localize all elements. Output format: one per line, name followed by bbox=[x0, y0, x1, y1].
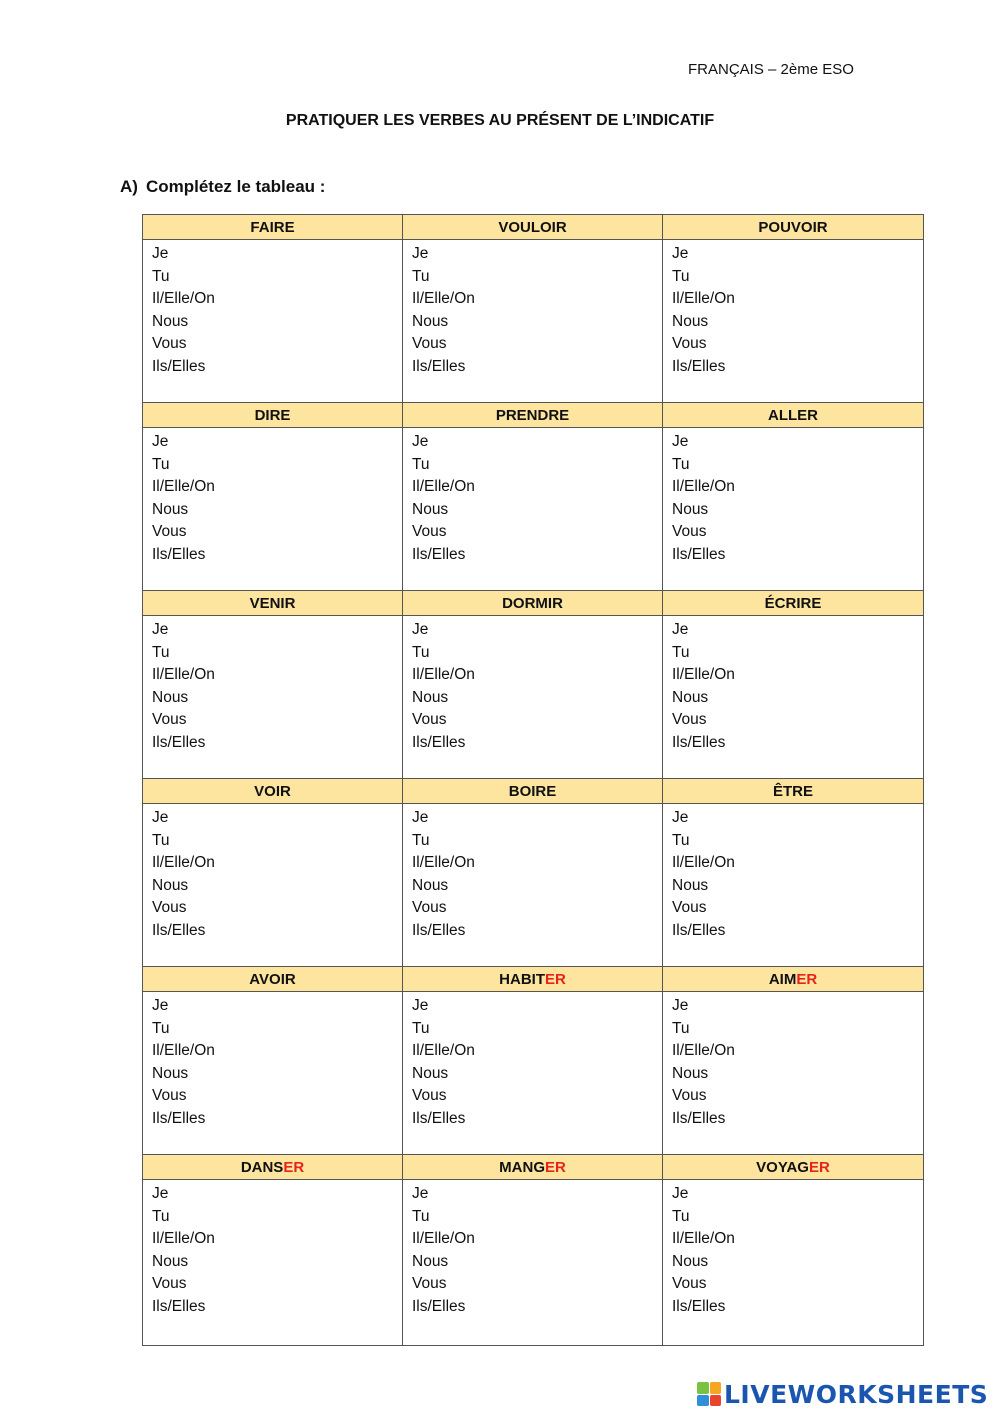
pronoun-label: Je bbox=[672, 245, 689, 262]
verb-header-row bbox=[143, 215, 924, 240]
pronoun-label: Vous bbox=[152, 523, 187, 540]
conjugation-cell[interactable] bbox=[663, 240, 924, 403]
pronoun-label: Il/Elle/On bbox=[672, 478, 735, 495]
pronoun-label: Nous bbox=[672, 312, 709, 330]
pronoun-label: Ils/Elles bbox=[412, 733, 466, 751]
verb-ending: ER bbox=[544, 1158, 566, 1176]
pronoun-label: Tu bbox=[412, 1019, 430, 1037]
verb-stem: DORMIR bbox=[502, 594, 563, 612]
verb-header bbox=[403, 215, 663, 240]
pronoun-label: Vous bbox=[672, 1087, 707, 1104]
pronoun-label: Tu bbox=[152, 267, 170, 285]
conjugation-cell[interactable] bbox=[663, 428, 924, 591]
pronoun-label: Il/Elle/On bbox=[412, 854, 475, 871]
verb-stem: DANS bbox=[240, 1158, 284, 1176]
pronoun-label: Tu bbox=[412, 455, 430, 473]
conjugation-cell[interactable] bbox=[663, 804, 924, 967]
verb-stem: ÉCRIRE bbox=[764, 594, 822, 612]
pronoun-label: Je bbox=[672, 997, 689, 1014]
pronoun-label: Nous bbox=[412, 1252, 449, 1270]
verb-stem: BOIRE bbox=[508, 782, 557, 800]
pronoun-label: Il/Elle/On bbox=[672, 1230, 735, 1247]
pronoun-label: Vous bbox=[672, 711, 707, 728]
pronoun-label: Nous bbox=[412, 1064, 449, 1082]
conjugation-cell[interactable] bbox=[403, 992, 663, 1155]
section-letter: A) bbox=[120, 177, 138, 196]
pronoun-label: Vous bbox=[672, 335, 707, 352]
conjugation-row bbox=[143, 992, 924, 1155]
conjugation-table bbox=[142, 214, 924, 1346]
pronoun-label: Tu bbox=[152, 1207, 170, 1225]
pronoun-label: Ils/Elles bbox=[412, 357, 466, 375]
pronoun-label: Il/Elle/On bbox=[152, 854, 215, 871]
pronoun-label: Tu bbox=[672, 1207, 690, 1225]
logo-text: LIVEWORKSHEETS bbox=[724, 1379, 989, 1409]
pronoun-label: Il/Elle/On bbox=[412, 290, 475, 307]
verb-stem: VENIR bbox=[249, 594, 296, 612]
conjugation-row bbox=[143, 616, 924, 779]
pronoun-label: Il/Elle/On bbox=[152, 1230, 215, 1247]
pronoun-label: Tu bbox=[412, 1207, 430, 1225]
pronoun-label: Tu bbox=[152, 831, 170, 849]
pronoun-label: Je bbox=[152, 433, 169, 450]
pronoun-label: Il/Elle/On bbox=[152, 478, 215, 495]
pronoun-label: Ils/Elles bbox=[412, 545, 466, 563]
pronoun-label: Je bbox=[412, 1185, 429, 1202]
verb-stem: AIM bbox=[768, 970, 797, 988]
pronoun-label: Il/Elle/On bbox=[152, 666, 215, 683]
pronoun-label: Il/Elle/On bbox=[152, 1042, 215, 1059]
verb-header bbox=[143, 403, 403, 428]
pronoun-label: Tu bbox=[152, 643, 170, 661]
header-subject: FRANÇAIS – 2ème ESO bbox=[688, 61, 854, 78]
pronoun-label: Il/Elle/On bbox=[672, 666, 735, 683]
pronoun-label: Nous bbox=[672, 688, 709, 706]
pronoun-label: Vous bbox=[152, 1087, 187, 1104]
pronoun-label: Ils/Elles bbox=[672, 357, 726, 375]
pronoun-label: Nous bbox=[412, 876, 449, 894]
pronoun-label: Je bbox=[152, 809, 169, 826]
pronoun-label: Il/Elle/On bbox=[412, 1230, 475, 1247]
conjugation-cell[interactable] bbox=[143, 616, 403, 779]
pronoun-label: Nous bbox=[152, 688, 189, 706]
verb-ending: ER bbox=[808, 1158, 830, 1176]
pronoun-label: Vous bbox=[412, 899, 447, 916]
pronoun-label: Nous bbox=[672, 876, 709, 894]
verb-ending: ER bbox=[283, 1158, 305, 1176]
verb-header-row bbox=[143, 403, 924, 428]
pronoun-label: Ils/Elles bbox=[672, 733, 726, 751]
verb-stem: PRENDRE bbox=[495, 406, 570, 424]
pronoun-label: Je bbox=[152, 997, 169, 1014]
pronoun-label: Ils/Elles bbox=[672, 921, 726, 939]
pronoun-label: Nous bbox=[412, 500, 449, 518]
verb-header-row bbox=[143, 591, 924, 616]
verb-header bbox=[663, 403, 924, 428]
liveworksheets-blocks-icon bbox=[697, 1382, 721, 1406]
verb-stem: AVOIR bbox=[249, 970, 296, 988]
pronoun-label: Vous bbox=[412, 1275, 447, 1292]
verb-stem: FAIRE bbox=[250, 218, 295, 236]
pronoun-label: Vous bbox=[412, 711, 447, 728]
conjugation-cell[interactable] bbox=[143, 1180, 403, 1346]
verb-header bbox=[663, 591, 924, 616]
pronoun-label: Je bbox=[672, 809, 689, 826]
conjugation-cell[interactable] bbox=[143, 804, 403, 967]
verb-ending: ER bbox=[796, 970, 818, 988]
pronoun-label: Nous bbox=[412, 312, 449, 330]
conjugation-row bbox=[143, 240, 924, 403]
conjugation-cell[interactable] bbox=[143, 240, 403, 403]
pronoun-label: Vous bbox=[152, 1275, 187, 1292]
pronoun-label: Ils/Elles bbox=[672, 1109, 726, 1127]
pronoun-label: Nous bbox=[412, 688, 449, 706]
pronoun-label: Vous bbox=[152, 899, 187, 916]
conjugation-row bbox=[143, 1180, 924, 1346]
pronoun-label: Tu bbox=[152, 1019, 170, 1037]
pronoun-label: Il/Elle/On bbox=[412, 1042, 475, 1059]
conjugation-cell[interactable] bbox=[403, 240, 663, 403]
conjugation-cell[interactable] bbox=[403, 804, 663, 967]
pronoun-label: Je bbox=[412, 621, 429, 638]
pronoun-label: Ils/Elles bbox=[152, 545, 206, 563]
pronoun-label: Nous bbox=[152, 876, 189, 894]
pronoun-label: Tu bbox=[152, 455, 170, 473]
pronoun-label: Vous bbox=[412, 1087, 447, 1104]
pronoun-label: Vous bbox=[152, 711, 187, 728]
verb-header-row bbox=[143, 779, 924, 804]
pronoun-label: Vous bbox=[672, 899, 707, 916]
verb-header bbox=[663, 1155, 924, 1180]
pronoun-label: Tu bbox=[672, 455, 690, 473]
pronoun-label: Je bbox=[152, 1185, 169, 1202]
pronoun-label: Vous bbox=[152, 335, 187, 352]
pronoun-label: Ils/Elles bbox=[152, 921, 206, 939]
pronoun-label: Tu bbox=[412, 831, 430, 849]
pronoun-label: Ils/Elles bbox=[412, 1297, 466, 1315]
verb-header bbox=[143, 967, 403, 992]
pronoun-label: Ils/Elles bbox=[672, 1297, 726, 1315]
pronoun-label: Ils/Elles bbox=[152, 1297, 206, 1315]
conjugation-row bbox=[143, 428, 924, 591]
verb-ending: ER bbox=[544, 970, 566, 988]
liveworksheets-logo bbox=[697, 1380, 988, 1408]
pronoun-label: Je bbox=[412, 809, 429, 826]
verb-header bbox=[143, 779, 403, 804]
pronoun-label: Tu bbox=[412, 267, 430, 285]
verb-header bbox=[663, 779, 924, 804]
verb-header bbox=[663, 967, 924, 992]
section-heading bbox=[120, 177, 325, 197]
verb-header bbox=[403, 779, 663, 804]
verb-stem: ALLER bbox=[768, 406, 818, 424]
conjugation-cell[interactable] bbox=[403, 1180, 663, 1346]
verb-header-row bbox=[143, 967, 924, 992]
pronoun-label: Tu bbox=[672, 1019, 690, 1037]
conjugation-cell[interactable] bbox=[663, 1180, 924, 1346]
pronoun-label: Il/Elle/On bbox=[672, 854, 735, 871]
conjugation-cell[interactable] bbox=[663, 992, 924, 1155]
pronoun-label: Je bbox=[152, 245, 169, 262]
pronoun-label: Il/Elle/On bbox=[412, 478, 475, 495]
pronoun-label: Je bbox=[672, 621, 689, 638]
verb-header bbox=[143, 215, 403, 240]
conjugation-cell[interactable] bbox=[143, 428, 403, 591]
verb-header bbox=[663, 215, 924, 240]
pronoun-label: Je bbox=[672, 1185, 689, 1202]
verb-header bbox=[403, 591, 663, 616]
pronoun-label: Vous bbox=[412, 335, 447, 352]
pronoun-label: Il/Elle/On bbox=[672, 290, 735, 307]
pronoun-label: Ils/Elles bbox=[412, 921, 466, 939]
pronoun-label: Nous bbox=[672, 500, 709, 518]
conjugation-cell[interactable] bbox=[403, 616, 663, 779]
pronoun-label: Je bbox=[152, 621, 169, 638]
verb-stem: POUVOIR bbox=[758, 218, 828, 236]
pronoun-label: Ils/Elles bbox=[152, 733, 206, 751]
pronoun-label: Nous bbox=[672, 1252, 709, 1270]
conjugation-row bbox=[143, 804, 924, 967]
verb-stem: VOULOIR bbox=[498, 218, 567, 236]
pronoun-label: Nous bbox=[152, 312, 189, 330]
verb-header bbox=[403, 967, 663, 992]
pronoun-label: Ils/Elles bbox=[152, 357, 206, 375]
pronoun-label: Nous bbox=[152, 1064, 189, 1082]
pronoun-label: Je bbox=[412, 433, 429, 450]
pronoun-label: Il/Elle/On bbox=[152, 290, 215, 307]
verb-header bbox=[403, 403, 663, 428]
verb-stem: VOYAG bbox=[756, 1158, 809, 1176]
pronoun-label: Tu bbox=[672, 831, 690, 849]
pronoun-label: Tu bbox=[672, 643, 690, 661]
pronoun-label: Vous bbox=[672, 523, 707, 540]
verb-stem: ÊTRE bbox=[772, 782, 813, 800]
verb-stem: VOIR bbox=[254, 782, 291, 800]
pronoun-label: Tu bbox=[412, 643, 430, 661]
pronoun-label: Il/Elle/On bbox=[672, 1042, 735, 1059]
pronoun-label: Nous bbox=[672, 1064, 709, 1082]
verb-header bbox=[143, 1155, 403, 1180]
pronoun-label: Vous bbox=[412, 523, 447, 540]
pronoun-label: Nous bbox=[152, 1252, 189, 1270]
pronoun-label: Je bbox=[672, 433, 689, 450]
pronoun-label: Nous bbox=[152, 500, 189, 518]
conjugation-cell[interactable] bbox=[403, 428, 663, 591]
verb-header bbox=[143, 591, 403, 616]
pronoun-label: Ils/Elles bbox=[672, 545, 726, 563]
pronoun-label: Ils/Elles bbox=[152, 1109, 206, 1127]
verb-stem: MANG bbox=[499, 1158, 545, 1176]
conjugation-cell[interactable] bbox=[663, 616, 924, 779]
pronoun-label: Je bbox=[412, 245, 429, 262]
pronoun-label: Tu bbox=[672, 267, 690, 285]
verb-stem: HABIT bbox=[499, 970, 545, 988]
pronoun-label: Il/Elle/On bbox=[412, 666, 475, 683]
verb-stem: DIRE bbox=[254, 406, 291, 424]
pronoun-label: Vous bbox=[672, 1275, 707, 1292]
pronoun-label: Ils/Elles bbox=[412, 1109, 466, 1127]
verb-header bbox=[403, 1155, 663, 1180]
pronoun-label: Je bbox=[412, 997, 429, 1014]
verb-header-row bbox=[143, 1155, 924, 1180]
page-title: PRATIQUER LES VERBES AU PRÉSENT DE L’INDICATIF bbox=[285, 112, 715, 129]
section-instruction: Complétez le tableau : bbox=[145, 177, 326, 196]
conjugation-cell[interactable] bbox=[143, 992, 403, 1155]
